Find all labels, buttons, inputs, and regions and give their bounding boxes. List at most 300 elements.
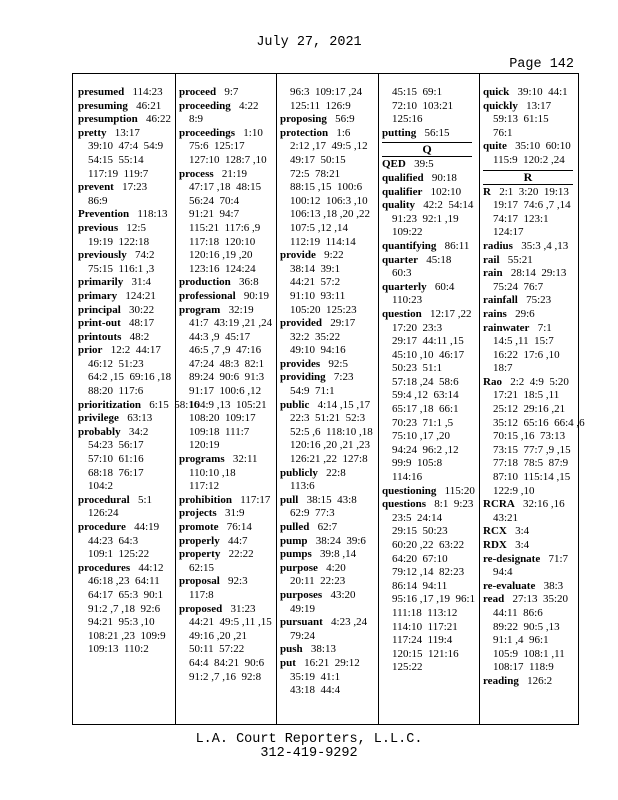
page-line-refs: 14:5 ,11 15:7 [493, 335, 554, 348]
index-term: questioning [382, 484, 437, 497]
page-line-refs: 73:15 77:7 ,9 ,15 [493, 443, 571, 456]
index-term: procedure [78, 521, 126, 533]
page-line-refs: 90:19 [243, 289, 269, 302]
index-term: rainfall [483, 294, 518, 307]
index-entry [382, 281, 476, 308]
page-line-refs: 49:17 50:15 [290, 153, 346, 166]
index-entry [179, 535, 273, 549]
index-entry [179, 304, 273, 454]
page-number: Page 142 [509, 57, 574, 72]
page-line-refs: 120:16 ,19 ,20 [189, 249, 253, 262]
index-entry [280, 657, 374, 698]
page-line-refs: 64:4 84:21 90:6 [189, 656, 265, 669]
index-entry [382, 498, 476, 675]
footer-company: L.A. Court Reporters, L.L.C. [195, 732, 423, 747]
index-term: qualifier [382, 185, 423, 198]
index-term: presuming [78, 99, 128, 112]
page-line-refs: 16:21 29:12 [304, 656, 360, 669]
index-term: pump [280, 534, 308, 547]
page-line-refs: 75:10 ,17 ,20 [392, 430, 451, 443]
index-entry [483, 498, 577, 525]
index-frame [72, 73, 585, 725]
page-line-refs: 32:16 ,16 [523, 498, 565, 511]
page-line-refs: 125:22 [392, 661, 423, 674]
page-line-refs: 110:10 ,18 [189, 466, 236, 479]
page-line-refs: 117:24 119:4 [392, 634, 453, 647]
page-line-refs: 50:23 51:1 [392, 362, 443, 375]
page-line-refs: 64:17 65:3 90:1 [88, 588, 164, 601]
index-term: publicly [280, 466, 318, 479]
page-line-refs: 125:11 126:9 [290, 99, 351, 112]
page-line-refs: 47:17 ,18 48:15 [189, 181, 262, 194]
index-entry [179, 453, 273, 494]
index-term: probably [78, 425, 121, 438]
index-entry [78, 100, 172, 114]
page-line-refs: 39:8 ,14 [320, 548, 357, 561]
index-entry [179, 290, 273, 304]
page-line-refs: 72:5 78:21 [290, 167, 341, 180]
page-line-refs: 104:2 [88, 480, 114, 493]
index-term: rains [483, 307, 507, 320]
index-entry [280, 127, 374, 249]
page-line-refs: 127:10 128:7 ,10 [189, 153, 267, 166]
page-line-refs: 62:15 [189, 561, 215, 574]
page-line-refs: 108:20 109:17 [189, 412, 256, 425]
index-term: RCX [483, 525, 507, 538]
page-line-refs: 54:23 56:17 [88, 439, 144, 452]
index-term: pull [280, 493, 299, 506]
index-entry [280, 371, 374, 398]
index-entry [382, 485, 476, 499]
index-term: principal [78, 303, 121, 316]
page-line-refs: 29:17 44:11 ,15 [392, 335, 464, 348]
page-line-refs: 21:19 [221, 167, 247, 180]
page-line-refs: 16:22 17:6 ,10 [493, 348, 560, 361]
index-term: previous [78, 221, 119, 234]
page-line-refs: 104:9 ,13 105:21 [189, 398, 267, 411]
index-entry [179, 276, 273, 290]
page-line-refs: 109:1 125:22 [88, 548, 150, 561]
page-line-refs: 117:17 [240, 493, 271, 506]
page-line-refs: 122:9 ,10 [493, 484, 535, 497]
index-term: printouts [78, 330, 122, 343]
page-line-refs: 74:2 [134, 249, 155, 262]
page-line-refs: 36:8 [239, 276, 259, 289]
page-line-refs: 12:5 [126, 221, 146, 234]
page-line-refs: 44:21 49:5 ,11 ,15 [189, 616, 272, 629]
page-line-refs: 54:15 55:14 [88, 153, 144, 166]
page-line-refs: 4:14 ,15 ,17 [317, 398, 371, 411]
page-line-refs: 126:2 [527, 674, 553, 687]
page-line-refs: 117:12 [189, 480, 220, 493]
page-line-refs: 12:17 ,22 [430, 307, 472, 320]
index-entry [483, 140, 577, 167]
index-entry [483, 267, 577, 294]
page-line-refs: 75:15 116:1 ,3 [88, 262, 155, 275]
index-entry [78, 521, 172, 562]
page-line-refs: 23:5 24:14 [392, 511, 443, 524]
index-entry [483, 308, 577, 322]
page-line-refs: 3:4 [515, 539, 530, 551]
index-term: process [179, 167, 214, 180]
footer-phone: 312-419-9292 [260, 746, 358, 761]
column-divider [378, 74, 379, 724]
index-term: properly [179, 534, 220, 547]
page-line-refs: 17:20 23:3 [392, 321, 443, 334]
index-entry [483, 254, 577, 268]
page-line-refs: 113:6 [290, 480, 315, 493]
page-line-refs: 59:4 ,12 63:14 [392, 389, 459, 402]
index-entry [280, 521, 374, 535]
index-entry [280, 589, 374, 616]
index-entry [179, 521, 273, 535]
page-line-refs: 31:23 [230, 602, 256, 615]
index-entry [483, 100, 577, 141]
page-line-refs: 99:9 105:8 [392, 457, 443, 470]
page-line-refs: 91:2 ,7 ,18 92:6 [88, 602, 161, 615]
page-line-refs: 47:24 48:3 82:1 [189, 357, 265, 370]
index-entry [78, 127, 172, 181]
page-line-refs: 39:10 47:4 54:9 [88, 140, 164, 153]
page-line-refs: 1:6 [336, 126, 351, 139]
index-term: questions [382, 498, 427, 511]
page-line-refs: 126:24 [88, 507, 119, 520]
index-entry [78, 331, 172, 345]
page-line-refs: 17:23 [122, 181, 148, 194]
page-line-refs: 94:21 95:3 ,10 [88, 616, 155, 629]
page-line-refs: 95:16 ,17 ,19 96:1 [392, 593, 476, 606]
page-line-refs: 120:15 121:16 [392, 647, 459, 660]
page-line-refs: 38:14 39:1 [290, 262, 341, 275]
index-column-5 [483, 86, 585, 718]
page-line-refs: 49:16 ,20 ,21 [189, 629, 248, 642]
page-line-refs: 62:7 [317, 521, 338, 533]
page-line-refs: 27:13 35:20 [512, 593, 569, 606]
index-entry [78, 249, 172, 276]
page-line-refs: 114:23 [132, 86, 163, 98]
index-term: quick [483, 86, 510, 98]
index-entry [280, 113, 374, 127]
index-entry [382, 240, 476, 254]
page-line-refs: 75:6 125:17 [189, 140, 245, 153]
page-line-refs: 107:5 ,12 ,14 [290, 221, 349, 234]
index-term: prioritization [78, 398, 141, 411]
page-line-refs: 22:3 51:21 52:3 [290, 412, 366, 425]
index-term: proceeding [179, 99, 231, 112]
page-line-refs: 71:7 [548, 552, 569, 565]
index-entry [280, 317, 374, 358]
index-term: qualified [382, 171, 424, 184]
page-line-refs: 12:2 44:17 [110, 344, 161, 357]
page-line-refs: 64:20 67:10 [392, 552, 448, 565]
index-term: pretty [78, 126, 107, 139]
index-entry [78, 398, 200, 413]
page-line-refs: 8:9 [189, 113, 204, 126]
page-line-refs: 115:20 [444, 484, 475, 497]
index-entry [280, 548, 374, 562]
index-entry [382, 172, 476, 186]
index-entry [78, 304, 172, 318]
page-line-refs: 109:13 110:2 [88, 643, 149, 656]
page-line-refs: 70:15 ,16 73:13 [493, 430, 566, 443]
page-line-refs: 102:10 [430, 185, 462, 198]
index-term: quickly [483, 99, 518, 112]
page-line-refs: 86:11 [444, 239, 470, 252]
index-entry [280, 358, 374, 372]
page-line-refs: 94:4 [493, 566, 513, 579]
index-entry [382, 308, 476, 485]
index-entry [179, 100, 273, 127]
page-line-refs: 29:6 [515, 307, 535, 320]
index-entry [179, 603, 273, 685]
page-line-refs: 44:3 ,9 45:17 [189, 330, 251, 343]
index-entry [382, 199, 476, 240]
page-line-refs: 117:18 120:10 [189, 235, 256, 248]
header-date: July 27, 2021 [256, 35, 362, 50]
index-entry [78, 290, 172, 304]
page-line-refs: 29:17 [330, 317, 356, 330]
page-line-refs: 105:20 125:23 [290, 303, 357, 316]
page-line-refs: 118:13 [137, 208, 168, 221]
page-line-refs: 22:8 [326, 466, 346, 479]
index-entry [483, 580, 577, 594]
index-term: read [483, 593, 505, 606]
index-term: privilege [78, 412, 119, 425]
index-term: prevent [78, 181, 114, 194]
index-column-3 [280, 86, 374, 718]
page-line-refs: 44:11 86:6 [493, 606, 543, 619]
index-term: provides [280, 357, 321, 370]
section-letter: R [483, 170, 573, 185]
page-line-refs: 38:13 [310, 643, 336, 656]
index-term: quite [483, 140, 507, 153]
page-line-refs: 29:15 50:23 [392, 525, 448, 538]
page-line-refs: 91:2 ,7 ,16 92:8 [189, 670, 262, 683]
index-entry [78, 208, 172, 222]
page-line-refs: 43:20 [330, 588, 356, 601]
index-entry [280, 494, 374, 521]
index-term: prohibition [179, 493, 232, 506]
page-line-refs: 63:13 [127, 412, 153, 425]
index-term: property [179, 548, 221, 561]
page-line-refs: 91:1 ,4 96:1 [493, 634, 549, 647]
page-line-refs: 109:18 111:7 [189, 425, 250, 438]
page-line-refs: 117:19 119:7 [88, 167, 149, 180]
page-line-refs: 62:9 77:3 [290, 507, 335, 520]
index-term: proceedings [179, 126, 236, 139]
page-line-refs: 108:17 118:9 [493, 661, 554, 674]
index-term: professional [179, 289, 236, 302]
page-line-refs: 2:12 ,17 49:5 ,12 [290, 140, 368, 153]
page-line-refs: 22:22 [228, 548, 254, 561]
index-term: put [280, 656, 296, 669]
index-term: previously [78, 249, 127, 262]
page-line-refs: 64:2 ,15 69:16 ,18 [88, 371, 172, 384]
section-letter: Q [382, 142, 472, 157]
index-term: RDX [483, 539, 507, 551]
page-line-refs: 117:8 [189, 588, 214, 601]
index-entry [179, 548, 273, 575]
index-term: program [179, 303, 221, 316]
page-line-refs: 45:10 ,10 46:17 [392, 348, 465, 361]
index-term: primary [78, 289, 118, 302]
index-term: production [179, 276, 231, 289]
index-column-2 [179, 86, 273, 718]
index-entry [78, 562, 172, 657]
page-line-refs: 70:23 71:1 ,5 [392, 416, 454, 429]
index-entry [280, 535, 374, 549]
index-term: push [280, 643, 303, 656]
index-entry [78, 113, 172, 127]
page-line-refs: 60:3 [392, 267, 412, 280]
index-entry [179, 507, 273, 521]
index-entry [78, 276, 172, 290]
page-line-refs: 44:21 57:2 [290, 276, 341, 289]
page-line-refs: 18:7 [493, 362, 513, 375]
page-line-refs: 91:17 100:6 ,12 [189, 385, 262, 398]
index-entry [78, 181, 172, 208]
index-term: prior [78, 344, 103, 357]
page-line-refs: 110:23 [392, 294, 423, 307]
index-term: re-designate [483, 552, 541, 565]
page-line-refs: 2:1 3:20 19:13 [499, 185, 569, 198]
page-line-refs: 126:21 ,22 127:8 [290, 453, 368, 466]
page-line-refs: 41:7 43:19 ,21 ,24 [189, 317, 273, 330]
index-entry [78, 222, 172, 249]
index-term: re-evaluate [483, 579, 536, 592]
index-term: quarter [382, 253, 419, 266]
index-term: RCRA [483, 498, 515, 511]
page-line-refs: 46:5 ,7 ,9 47:16 [189, 344, 262, 357]
page-line-refs: 105:9 108:1 ,11 [493, 647, 565, 660]
page-line-refs: 115:9 120:2 ,24 [493, 153, 565, 166]
index-term: quality [382, 199, 416, 212]
page-line-refs: 120:16 ,20 ,21 ,23 [290, 439, 371, 452]
index-term: pulled [280, 521, 310, 533]
index-entry [280, 616, 374, 643]
page-line-refs: 35:19 41:1 [290, 670, 341, 683]
page-line-refs: 44:12 [138, 561, 164, 574]
index-term: provided [280, 317, 322, 330]
page-line-refs: 96:3 109:17 ,24 [290, 86, 363, 98]
page-line-refs: 79:24 [290, 629, 316, 642]
page-line-refs: 43:21 [493, 511, 519, 524]
page-line-refs: 5:1 [138, 493, 153, 506]
index-term: procedural [78, 493, 130, 506]
page-line-refs: 32:2 35:22 [290, 330, 341, 343]
page-line-refs: 13:17 [526, 99, 552, 112]
page-line-refs: 76:1 [493, 126, 513, 139]
page-line-refs: 124:17 [493, 226, 524, 239]
index-entry [280, 86, 374, 113]
page-line-refs: 90:18 [431, 171, 457, 184]
page-line-refs: 89:22 90:5 ,13 [493, 620, 560, 633]
page-line-refs: 115:21 117:6 ,9 [189, 221, 261, 234]
index-term: Prevention [78, 208, 130, 221]
index-entry [78, 86, 172, 100]
page-line-refs: 4:22 [239, 99, 259, 112]
index-entry [280, 399, 374, 467]
page-line-refs: 31:9 [224, 507, 245, 520]
index-entry [483, 186, 577, 240]
page-line-refs: 123:16 124:24 [189, 262, 256, 275]
page-line-refs: 44:23 64:3 [88, 534, 139, 547]
index-entry [483, 593, 577, 675]
index-term: proposing [280, 113, 327, 126]
index-entry [78, 317, 172, 331]
page-line-refs: 44:19 [134, 521, 160, 533]
index-term: presumption [78, 113, 138, 126]
page-line-refs: 32:19 [228, 303, 254, 316]
index-term: provide [280, 249, 316, 262]
index-entry [483, 322, 577, 376]
page-line-refs: 9:22 [324, 249, 344, 262]
page-line-refs: 60:4 [434, 280, 455, 293]
index-entry [78, 426, 172, 494]
page-line-refs: 42:2 54:14 [423, 199, 474, 212]
page-line-refs: 56:24 70:4 [189, 194, 240, 207]
index-term: question [382, 307, 422, 320]
page-line-refs: 35:10 60:10 [515, 140, 571, 153]
index-term: programs [179, 453, 225, 466]
page-line-refs: 55:21 [507, 253, 533, 266]
index-entry [483, 294, 577, 308]
page-line-refs: 2:2 4:9 5:20 [510, 375, 569, 388]
page-line-refs: 76:14 [226, 521, 252, 533]
index-term: purpose [280, 561, 318, 574]
index-entry [280, 643, 374, 657]
page-line-refs: 86:14 94:11 [392, 579, 448, 592]
index-entry [280, 467, 374, 494]
page-line-refs: 38:15 43:8 [306, 493, 357, 506]
index-term: presumed [78, 86, 125, 98]
index-term: rainwater [483, 321, 530, 334]
index-entry [483, 240, 577, 254]
page-line-refs: 72:10 103:21 [392, 99, 454, 112]
page-line-refs: 25:12 29:16 ,21 [493, 403, 566, 416]
page-line-refs: 91:21 94:7 [189, 208, 240, 221]
page-line-refs: 32:11 [232, 453, 258, 466]
page-line-refs: 59:13 61:15 [493, 113, 549, 126]
page-line-refs: 7:1 [537, 321, 552, 334]
page-line-refs: 112:19 114:14 [290, 235, 356, 248]
page-line-refs: 43:18 44:4 [290, 684, 341, 697]
page-line-refs: 48:2 [129, 330, 150, 343]
column-divider [479, 74, 480, 724]
page-line-refs: 87:10 115:14 ,15 [493, 471, 571, 484]
page-line-refs: 75:24 76:7 [493, 280, 544, 293]
page-line-refs: 46:18 ,23 64:11 [88, 575, 160, 588]
page-line-refs: 114:16 [392, 471, 423, 484]
index-entry [179, 86, 273, 100]
page-line-refs: 3:4 [515, 525, 530, 538]
page-line-refs: 100:12 106:3 ,10 [290, 194, 368, 207]
page-line-refs: 35:12 65:16 66:4 ,6 [493, 416, 585, 429]
index-entry [483, 375, 585, 498]
page-line-refs: 94:24 96:2 ,12 [392, 443, 459, 456]
page-line-refs: 31:4 [131, 276, 152, 289]
page-line-refs: 68:18 76:17 [88, 466, 144, 479]
index-entry [179, 127, 273, 168]
page-line-refs: 79:12 ,14 82:23 [392, 566, 465, 579]
page-line-refs: 60:20 ,22 63:22 [392, 539, 465, 551]
index-entry [382, 158, 476, 172]
index-term: proceed [179, 86, 217, 98]
page-line-refs: 1:10 [243, 126, 263, 139]
index-term: rail [483, 253, 500, 266]
page-line-refs: 120:19 [189, 439, 220, 452]
index-entry [179, 494, 273, 508]
